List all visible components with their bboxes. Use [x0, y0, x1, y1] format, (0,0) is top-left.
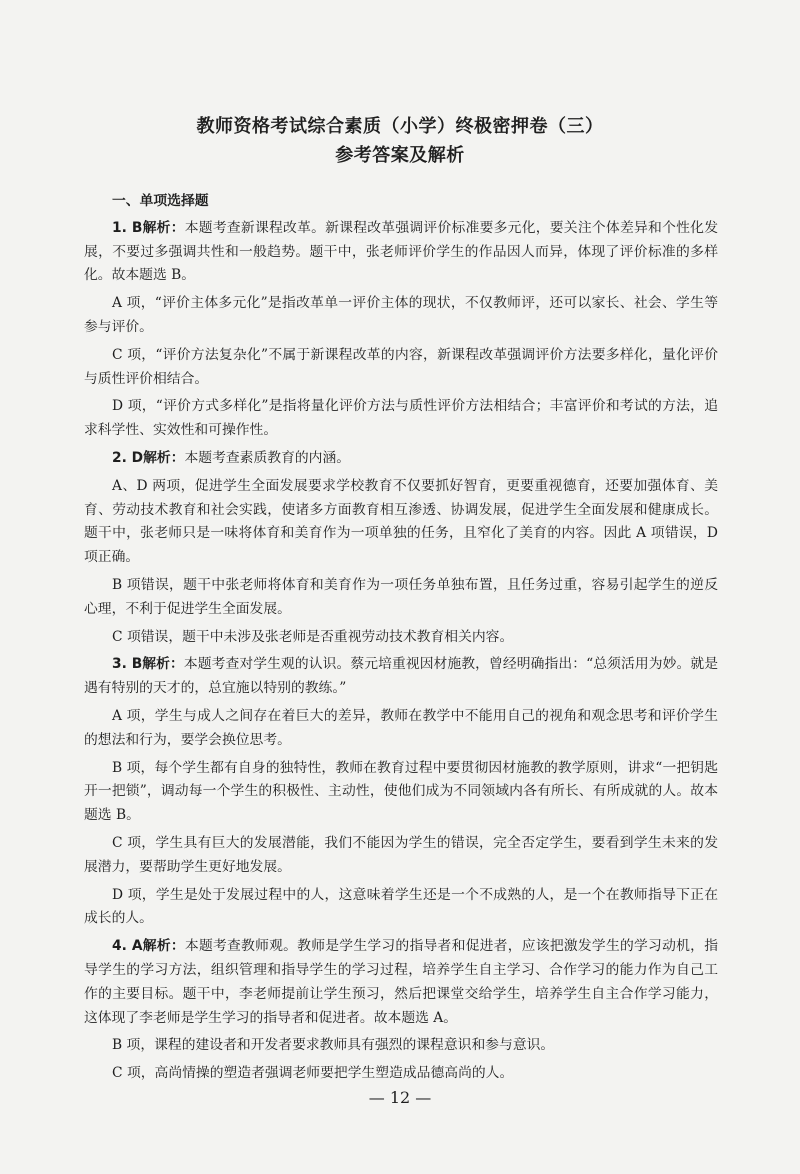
- question-4: [84, 935, 718, 1030]
- q1-option-a: A 项，“评价主体多元化”是指改革单一评价主体的现状，不仅教师评，还可以家长、社会、学生等参与评价。: [84, 295, 718, 335]
- document-subtitle: 参考答案及解析: [335, 145, 465, 166]
- q3-text: 本题考查对学生观的认识。蔡元培重视因材施教，曾经明确指出：“总须活用为妙。就是遇有特别的天才的，总宜施以特别的教练。”: [84, 656, 718, 697]
- q2-option-c: C 项错误，题干中未涉及张老师是否重视劳动技术教育相关内容。: [112, 628, 514, 645]
- section-heading: 一、单项选择题: [112, 193, 209, 209]
- q3-option-b: B 项，每个学生都有自身的独特性，教师在教育过程中要贯彻因材施教的教学原则，讲求“一把钥匙开一把锁”，调动每一个学生的积极性、主动性，使他们成为不同领域内各有所长、有所成就的人。故本题选 B。: [84, 759, 718, 824]
- q3-option-c: C 项，学生具有巨大的发展潜能，我们不能因为学生的错误，完全否定学生，要看到学生未来的发展潜力，要帮助学生更好地发展。: [84, 834, 718, 875]
- q1-number: 1. B: [112, 219, 143, 236]
- question-2: [84, 447, 718, 471]
- q2-text: 本题考查素质教育的内涵。: [184, 449, 351, 466]
- q4-option-c: C 项，高尚情操的塑造者强调老师要把学生塑造成品德高尚的人。: [112, 1065, 514, 1082]
- q3-number: 3. B: [112, 656, 143, 673]
- q3-option-d: D 项，学生是处于发展过程中的人，这意味着学生还是一个不成熟的人，是一个在教师指导下正在成长的人。: [84, 886, 718, 927]
- q3-label: 解析：: [142, 656, 184, 673]
- document-title: 教师资格考试综合素质（小学）终极密押卷（三）: [196, 116, 604, 137]
- answer-content: [84, 190, 718, 1090]
- q1-option-d: D 项，“评价方式多样化”是指将量化评价方法与质性评价方法相结合；丰富评价和考试的方法，追求科学性、实效性和可操作性。: [84, 398, 718, 439]
- q4-label: 解析：: [142, 938, 185, 955]
- q4-option-b: B 项，课程的建设者和开发者要求教师具有强烈的课程意识和参与意识。: [112, 1037, 555, 1054]
- q1-option-c: C 项，“评价方法复杂化”不属于新课程改革的内容，新课程改革强调评价方法要多样化，量化评价与质性评价相结合。: [84, 346, 718, 387]
- q4-number: 4. A: [112, 938, 143, 955]
- page-number: — 12 —: [368, 1088, 432, 1107]
- q2-label: 解析：: [143, 449, 185, 466]
- q4-text: 本题考查教师观。教师是学生学习的指导者和促进者，应该把激发学生的学习动机，指导学生的学习方法，组织管理和指导学生的学习过程，培养学生自主学习、合作学习的能力作为自己工作的主要目标。题干中，李老师提前让学生预习，然后把课堂交给学生，培养学生自主合作学习能力，这体现了李老师是学生学习的指导者和促进者。故本题选 A。: [84, 938, 718, 1026]
- q3-option-a: A 项，学生与成人之间存在着巨大的差异，教师在教学中不能用自己的视角和观念思考和评价学生的想法和行为，要学会换位思考。: [84, 707, 718, 748]
- q1-text: 本题考查新课程改革。新课程改革强调评价标准要多元化，要关注个体差异和个性化发展，不要过多强调共性和一般趋势。题干中，张老师评价学生的作品因人而异，体现了评价标准的多样化。故本题选 B。: [84, 219, 718, 284]
- q2-number: 2. D: [112, 449, 144, 466]
- q1-label: 解析：: [142, 219, 185, 236]
- question-1: [84, 217, 718, 288]
- q2-option-ad: A、D 两项，促进学生全面发展要求学校教育不仅要抓好智育，更要重视德育，还要加强体育、美育、劳动技术教育和社会实践，使诸多方面教育相互渗透、协调发展，促进学生全面发展和健康成长。题干中，张老师只是一味将体育和美育作为一项单独的任务，且窄化了美育的内容。因此 A 项错误，D 项正确。: [84, 477, 718, 566]
- q2-option-b: B 项错误，题干中张老师将体育和美育作为一项任务单独布置，且任务过重，容易引起学生的逆反心理，不利于促进学生全面发展。: [84, 576, 718, 617]
- question-3: [84, 653, 718, 701]
